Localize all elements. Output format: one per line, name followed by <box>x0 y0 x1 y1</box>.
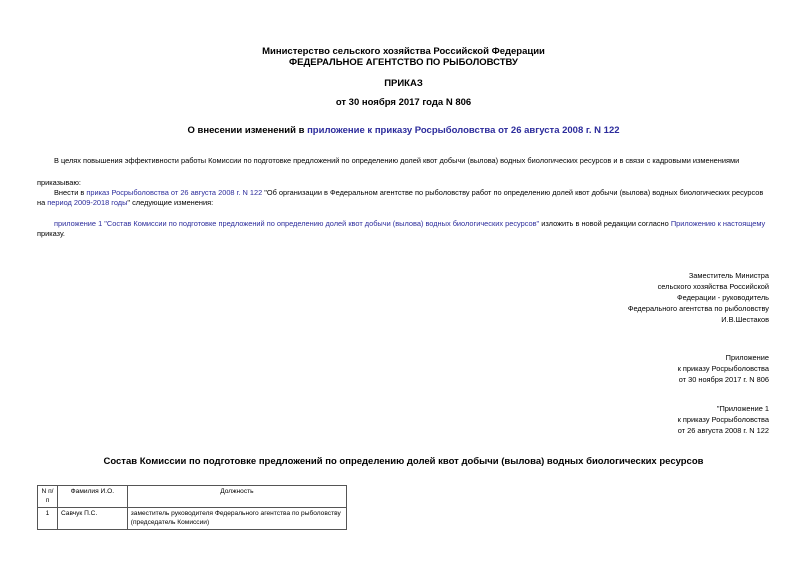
doc-title <box>0 125 807 136</box>
signature-block <box>628 270 769 325</box>
p1-order-link[interactable]: приказ Росрыболовства от 26 августа 2008 г. N 122 <box>86 188 263 197</box>
row-num: 1 <box>38 508 58 530</box>
agency-name: ФЕДЕРАЛЬНОЕ АГЕНТСТВО ПО РЫБОЛОВСТВУ <box>289 57 518 68</box>
appendix-line-1: Приложение <box>725 353 769 362</box>
doc-date: от 30 ноября 2017 года N 806 <box>335 97 472 108</box>
p2-annex-link[interactable]: Приложению к настоящему <box>670 219 766 228</box>
table-header-row <box>38 486 347 508</box>
intro-paragraph: В целях повышения эффективности работы Комиссии по подготовке предложений по определению долей квот добычи (вылова) водных биологических ресурсов и в связи с кадровыми изменениями <box>54 156 740 165</box>
paragraph-1 <box>37 188 770 208</box>
p1-suffix: " следующие изменения: <box>127 198 214 207</box>
doc-title-prefix: О внесении изменений в <box>187 125 308 136</box>
appendix1-block <box>678 403 769 436</box>
p2-appendix-link[interactable]: приложение 1 "Состав Комиссии по подготовке предложений по определению долей квот добычи (вылова) водных биологических ресурсов" <box>54 219 540 228</box>
appendix-line-2: к приказу Росрыболовства <box>677 364 769 373</box>
appendix-line-3: от 30 ноября 2017 г. N 806 <box>678 375 769 384</box>
header-num: N п/п <box>38 486 58 508</box>
p1-prefix: Внести в <box>54 188 87 197</box>
header-name: Фамилия И.О. <box>57 486 127 508</box>
doc-type: ПРИКАЗ <box>384 78 423 89</box>
appendix1-line-2: к приказу Росрыболовства <box>677 415 769 424</box>
signature-line-1: Заместитель Министра <box>688 271 769 280</box>
table-row <box>38 508 347 530</box>
header-position: Должность <box>127 486 346 508</box>
signature-line-4: Федерального агентства по рыболовству <box>627 304 769 313</box>
appendix1-line-3: от 26 августа 2008 г. N 122 <box>677 426 769 435</box>
row-name: Савчук П.С. <box>57 508 127 530</box>
row-position: заместитель руководителя Федерального агентства по рыболовству (председатель Комиссии) <box>127 508 346 530</box>
commission-table <box>37 485 347 530</box>
composition-title: Состав Комиссии по подготовке предложений по определению долей квот добычи (вылова) водных биологических ресурсов <box>103 456 704 467</box>
p1-mid: "Об организации в Федеральном агентстве по рыболовству работ по определению долей квот добычи (вылова) водных биологических ресурсов на <box>37 188 764 207</box>
ministry-name: Министерство сельского хозяйства Российской Федерации <box>262 46 545 57</box>
signature-line-5: И.В.Шестаков <box>721 315 769 324</box>
p2-mid: изложить в новой редакции согласно <box>539 219 671 228</box>
signature-line-3: Федерации - руководитель <box>677 293 769 302</box>
paragraph-2 <box>37 219 770 229</box>
appendix-block <box>678 352 769 385</box>
appendix1-line-1: "Приложение 1 <box>716 404 769 413</box>
doc-title-link[interactable]: приложение к приказу Росрыболовства от 26 августа 2008 г. N 122 <box>307 125 620 136</box>
p1-period-link[interactable]: период 2009-2018 годы <box>47 198 128 207</box>
p2-suffix: приказу. <box>37 229 65 238</box>
signature-line-2: сельского хозяйства Российской <box>657 282 769 291</box>
order-word: приказываю: <box>37 178 81 187</box>
